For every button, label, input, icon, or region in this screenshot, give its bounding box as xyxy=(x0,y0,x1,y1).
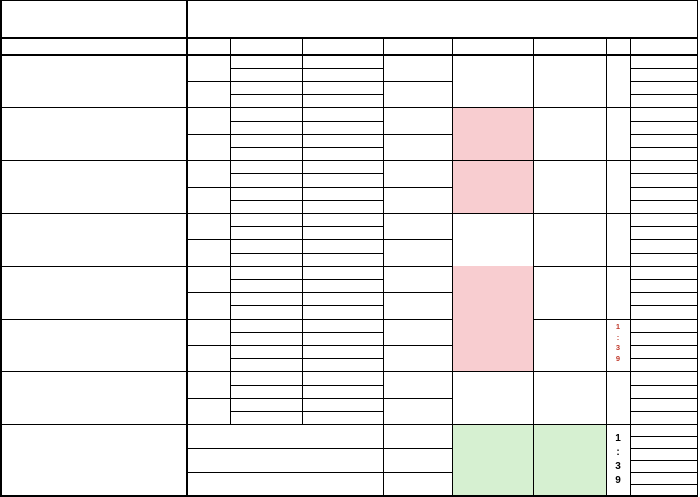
total-am xyxy=(383,319,452,345)
time-value xyxy=(302,81,383,94)
employee-name xyxy=(187,0,698,38)
entra-sale-label xyxy=(230,55,302,68)
valor-dia xyxy=(533,213,606,266)
footer-break-char: 9 xyxy=(615,474,621,486)
entra-sale-label xyxy=(230,213,302,226)
time-value xyxy=(302,68,383,81)
am-label xyxy=(187,55,230,81)
hour-24-value xyxy=(630,95,698,108)
break-char: 9 xyxy=(615,353,621,363)
am-label xyxy=(187,161,230,187)
col-header-b xyxy=(606,38,630,55)
entra-sale-label xyxy=(230,372,302,385)
grid-line xyxy=(383,292,452,293)
total-pm xyxy=(383,345,452,371)
col-header-date xyxy=(0,38,187,55)
total-pm xyxy=(383,81,452,107)
total-day xyxy=(452,266,533,319)
time-value xyxy=(302,147,383,160)
pm-label xyxy=(187,398,230,424)
pm-label xyxy=(187,240,230,266)
break-value xyxy=(606,319,630,372)
pm-label xyxy=(187,81,230,107)
grid-line xyxy=(186,0,188,497)
pm-label xyxy=(187,134,230,160)
grid-line xyxy=(630,436,698,437)
total-pm xyxy=(383,134,452,160)
grid-line xyxy=(630,448,698,449)
break-value xyxy=(606,161,630,214)
grid-line xyxy=(630,200,698,201)
grid-line xyxy=(533,425,534,497)
entra-sale-label xyxy=(230,411,302,424)
pm-label xyxy=(187,345,230,371)
valor-dia xyxy=(533,108,606,161)
time-value xyxy=(302,187,383,200)
grid-line xyxy=(230,81,383,82)
grid-line xyxy=(230,305,383,306)
hour-24-value xyxy=(630,240,698,253)
entra-sale-label xyxy=(230,279,302,292)
grid-line xyxy=(630,398,698,399)
hour-24-value xyxy=(630,161,698,174)
hour-24-value xyxy=(630,253,698,266)
time-value xyxy=(302,240,383,253)
valor-dia xyxy=(533,319,606,372)
hour-24-value xyxy=(630,266,698,279)
time-value xyxy=(302,279,383,292)
grid-line xyxy=(630,68,698,69)
total-am xyxy=(383,266,452,292)
grid-line xyxy=(383,81,452,82)
grid-line xyxy=(630,134,698,135)
footer-value-pago xyxy=(383,473,452,497)
col-header-ampm xyxy=(187,38,230,55)
grid-line xyxy=(187,187,230,188)
total-am xyxy=(383,161,452,187)
break-char: : xyxy=(616,332,620,342)
grid-line xyxy=(187,345,230,346)
grid-line xyxy=(230,279,383,280)
hour-24-value xyxy=(630,227,698,240)
am-label xyxy=(187,372,230,398)
break-value xyxy=(606,55,630,108)
grid-line xyxy=(187,292,230,293)
grid-line xyxy=(533,38,534,425)
col-header-hora xyxy=(302,38,383,55)
grid-line xyxy=(187,239,230,240)
footer-break-char: : xyxy=(616,446,620,458)
entra-sale-label xyxy=(230,134,302,147)
total-day xyxy=(452,161,533,214)
hour-24-value xyxy=(630,108,698,121)
grid-line xyxy=(630,121,698,122)
hour-24-value xyxy=(630,147,698,160)
grid-line xyxy=(230,94,383,95)
time-value xyxy=(302,266,383,279)
grid-line xyxy=(630,173,698,174)
hour-24-value xyxy=(630,319,698,332)
hour-24-value xyxy=(630,200,698,213)
hour-24-value xyxy=(630,372,698,385)
grid-line xyxy=(383,398,452,399)
grid-line xyxy=(630,226,698,227)
entra-sale-label xyxy=(230,398,302,411)
grid-line xyxy=(187,398,230,399)
col-header-valor-dia xyxy=(533,38,606,55)
pm-label xyxy=(187,293,230,319)
col-header-entrasale xyxy=(230,38,302,55)
time-value xyxy=(302,161,383,174)
total-day xyxy=(452,55,533,108)
time-value xyxy=(302,332,383,345)
grand-total-horas xyxy=(452,425,533,497)
grid-line xyxy=(383,134,452,135)
entra-sale-label xyxy=(230,227,302,240)
hour-24-value xyxy=(630,55,698,68)
day-date xyxy=(0,213,187,266)
time-value xyxy=(302,227,383,240)
grid-line xyxy=(230,38,231,425)
grid-line xyxy=(697,0,699,497)
grid-line xyxy=(630,239,698,240)
day-date xyxy=(0,161,187,214)
time-value xyxy=(302,108,383,121)
break-value xyxy=(606,372,630,425)
am-label xyxy=(187,266,230,292)
am-label xyxy=(187,213,230,239)
col-header-total-horas xyxy=(383,38,452,55)
hour-24-value xyxy=(630,411,698,424)
grid-line xyxy=(630,279,698,280)
grid-line xyxy=(0,0,698,1)
entra-sale-label xyxy=(230,81,302,94)
am-label xyxy=(187,108,230,134)
entra-sale-label xyxy=(230,200,302,213)
grid-line xyxy=(630,187,698,188)
total-am xyxy=(383,55,452,81)
am-label xyxy=(187,319,230,345)
grid-line xyxy=(630,147,698,148)
footer-label-pago xyxy=(187,473,377,497)
entra-sale-label xyxy=(230,345,302,358)
grid-line xyxy=(630,385,698,386)
entra-sale-label xyxy=(230,68,302,81)
total-day xyxy=(452,372,533,425)
total-am xyxy=(383,372,452,398)
time-value xyxy=(302,372,383,385)
total-day xyxy=(452,213,533,266)
valor-dia xyxy=(533,161,606,214)
time-value xyxy=(302,200,383,213)
grid-line xyxy=(0,54,698,56)
total-pm xyxy=(383,293,452,319)
grid-line xyxy=(630,472,698,473)
time-value xyxy=(302,95,383,108)
footer-break xyxy=(606,425,630,497)
grid-line xyxy=(187,134,230,135)
hour-24-value xyxy=(630,81,698,94)
grid-line xyxy=(187,448,452,449)
time-value xyxy=(302,345,383,358)
time-value xyxy=(302,385,383,398)
hour-24-value xyxy=(630,332,698,345)
grid-line xyxy=(383,239,452,240)
entra-sale-label xyxy=(230,187,302,200)
time-value xyxy=(302,306,383,319)
total-pm xyxy=(383,187,452,213)
grid-line xyxy=(230,345,383,346)
grid-line xyxy=(230,358,383,359)
grid-line xyxy=(630,345,698,346)
grid-line xyxy=(230,226,383,227)
grid-line xyxy=(230,173,383,174)
break-char: 3 xyxy=(615,343,621,352)
valor-dia xyxy=(533,266,606,319)
total-day xyxy=(452,108,533,161)
grid-line xyxy=(230,385,383,386)
grid-line xyxy=(230,292,383,293)
entra-sale-label xyxy=(230,121,302,134)
grid-line xyxy=(230,121,383,122)
entra-sale-label xyxy=(230,332,302,345)
footer-value-valor-hora xyxy=(383,449,452,473)
hour-24-value xyxy=(630,187,698,200)
grid-line xyxy=(383,187,452,188)
break-value xyxy=(606,108,630,161)
time-value xyxy=(302,359,383,372)
hour-24-value xyxy=(630,174,698,187)
hour-24-value xyxy=(630,293,698,306)
grid-line xyxy=(230,200,383,201)
time-value xyxy=(302,174,383,187)
grid-line xyxy=(630,292,698,293)
entra-sale-label xyxy=(230,293,302,306)
footer-label-valor-hora xyxy=(187,449,377,473)
hour-24-value xyxy=(630,385,698,398)
time-value xyxy=(302,121,383,134)
day-date xyxy=(0,108,187,161)
entra-sale-label xyxy=(230,306,302,319)
grid-line xyxy=(630,425,631,497)
entra-sale-label xyxy=(230,253,302,266)
hour-24-value xyxy=(630,121,698,134)
footer-value-total-horas xyxy=(383,425,452,449)
time-value xyxy=(302,253,383,266)
grid-line xyxy=(630,253,698,254)
col-header-24h xyxy=(630,38,698,55)
grid-line xyxy=(230,147,383,148)
grid-line xyxy=(230,239,383,240)
grid-line xyxy=(630,81,698,82)
grid-line xyxy=(630,94,698,95)
grid-line xyxy=(630,484,698,485)
day-date xyxy=(0,55,187,108)
break-value xyxy=(606,266,630,319)
hour-24-value xyxy=(630,68,698,81)
grid-line xyxy=(630,460,698,461)
grid-line xyxy=(630,38,631,425)
entra-sale-label xyxy=(230,95,302,108)
entra-sale-label xyxy=(230,147,302,160)
grid-line xyxy=(630,358,698,359)
grid-line xyxy=(302,38,303,425)
grid-line xyxy=(630,411,698,412)
grid-line xyxy=(383,38,384,425)
grid-line xyxy=(230,134,383,135)
total-am xyxy=(383,108,452,134)
valor-dia xyxy=(533,55,606,108)
time-value xyxy=(302,134,383,147)
day-date xyxy=(0,266,187,319)
time-value xyxy=(302,411,383,424)
grid-line xyxy=(606,425,607,497)
entra-sale-label xyxy=(230,385,302,398)
entra-sale-label xyxy=(230,319,302,332)
entra-sale-label xyxy=(230,240,302,253)
hour-24-value xyxy=(630,398,698,411)
valor-dia xyxy=(533,372,606,425)
time-value xyxy=(302,398,383,411)
time-value xyxy=(302,55,383,68)
total-day xyxy=(452,319,533,372)
total-am xyxy=(383,213,452,239)
grid-line xyxy=(383,345,452,346)
location-title xyxy=(0,0,187,38)
pm-label xyxy=(187,187,230,213)
grid-line xyxy=(230,68,383,69)
grid-line xyxy=(187,472,452,473)
entra-sale-label xyxy=(230,108,302,121)
col-header-total-dia xyxy=(452,38,533,55)
entra-sale-label xyxy=(230,359,302,372)
hour-24-value xyxy=(630,345,698,358)
entra-sale-label xyxy=(230,266,302,279)
grid-line xyxy=(0,37,698,39)
hour-24-value xyxy=(630,306,698,319)
grid-line xyxy=(187,81,230,82)
grid-line xyxy=(630,305,698,306)
time-value xyxy=(302,293,383,306)
grid-line xyxy=(230,411,383,412)
total-pm xyxy=(383,398,452,424)
footer-label-total-horas xyxy=(187,425,377,449)
day-date xyxy=(0,319,187,372)
footer-break-char: 1 xyxy=(615,432,621,444)
grid-line xyxy=(383,425,384,497)
hour-24-value xyxy=(630,213,698,226)
hour-24-value xyxy=(630,134,698,147)
grid-line xyxy=(0,0,2,497)
grid-line xyxy=(452,38,453,425)
grid-line xyxy=(230,398,383,399)
break-value xyxy=(606,213,630,266)
grid-line xyxy=(230,332,383,333)
total-pm xyxy=(383,240,452,266)
footer-break-char: 3 xyxy=(615,460,621,472)
grand-valor xyxy=(533,425,606,497)
day-date xyxy=(0,372,187,425)
hour-24-value xyxy=(630,279,698,292)
grid-line xyxy=(230,253,383,254)
entra-sale-label xyxy=(230,161,302,174)
grid-line xyxy=(630,332,698,333)
break-char: 1 xyxy=(615,322,621,331)
time-value xyxy=(302,319,383,332)
hour-24-value xyxy=(630,359,698,372)
grid-line xyxy=(606,38,607,425)
grid-line xyxy=(230,187,383,188)
time-value xyxy=(302,213,383,226)
grid-line xyxy=(452,425,453,497)
entra-sale-label xyxy=(230,174,302,187)
